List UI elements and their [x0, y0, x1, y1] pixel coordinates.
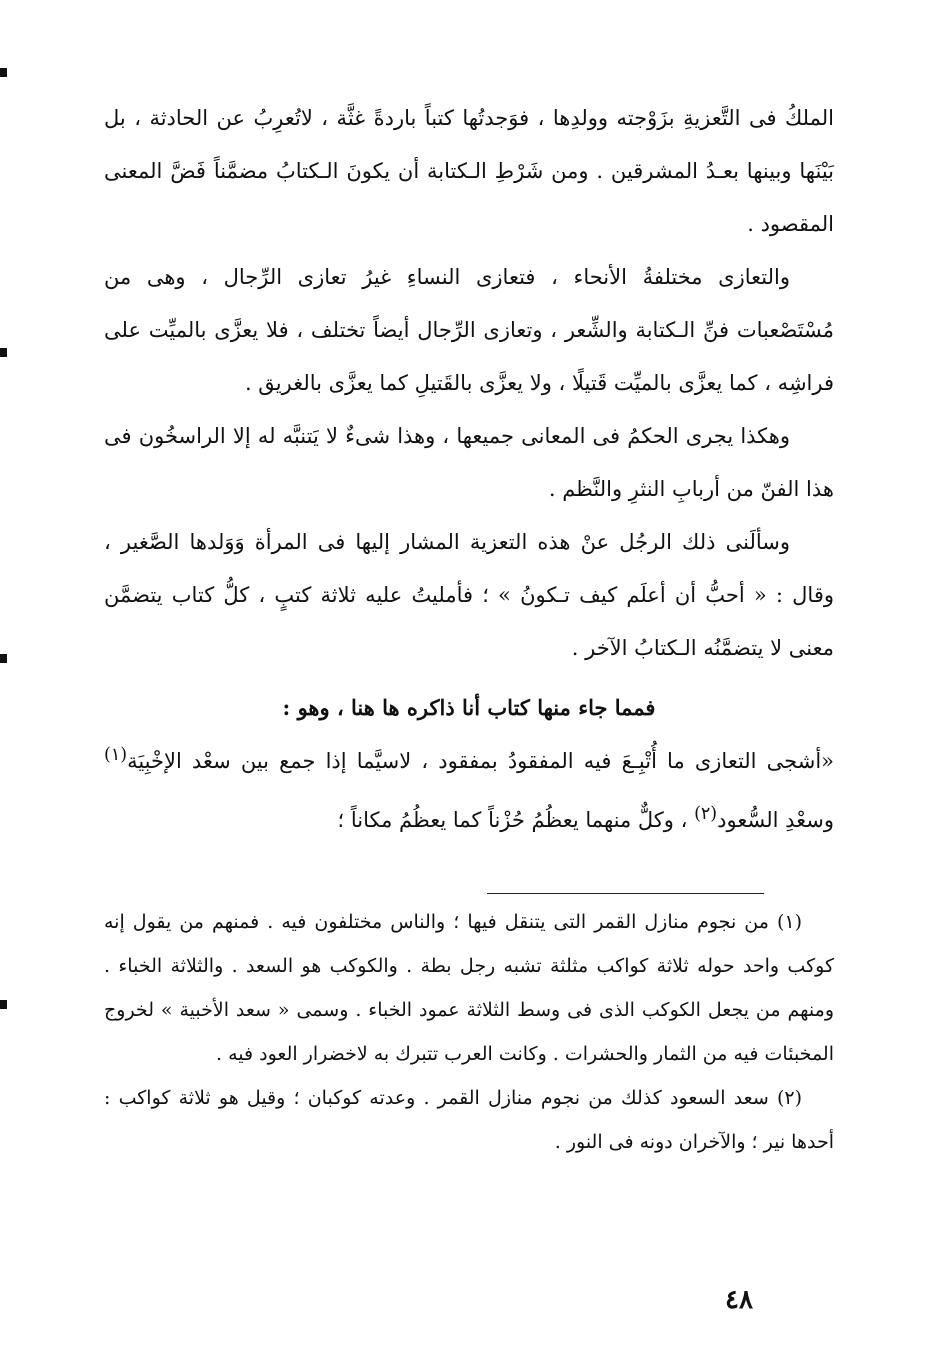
quoted-letter — [104, 729, 834, 847]
footnotes — [104, 900, 834, 1164]
footnote: (٢) سعد السعود كذلك من نجوم منازل القمر . وعدته كوكبان ؛ وقيل هو ثلاثة كواكب : أحدها نير ؛ والآخران دونه فى النور . — [104, 1087, 834, 1153]
paragraph: والتعازى مختلفةُ الأنحاء ، فتعازى النساءِ غيرُ تعازى الرِّجال ، وهى من مُسْتَصْعبات فنِّ الـكتابة والشِّعر ، وتعازى الرِّجال أيضاً تختلف ، فلا يعزَّى بالميِّت على فراشِه ، كما يعزَّى بالميِّت قَتيلًا ، ولا يعزَّى بالقَتيلِ كما يعزَّى بالغريق . — [104, 265, 834, 395]
scan-margin-mark — [0, 68, 7, 77]
paragraph: وسألَنى ذلك الرجُل عنْ هذه التعزية المشار إليها فى المرأة وَوَلدها الصَّغير ، وقال : « أحبُّ أن أعلَم كيف تـكونُ » ؛ فأمليتُ عليه ثلاثة كتبٍ ، كلُّ كتاب يتضمَّن معنى لا يتضمَّنُه الـكتابُ الآخر . — [104, 530, 834, 660]
footnote-ref: (١) — [104, 745, 128, 765]
quote-text: ، وكلٌّ منهما يعظُمُ حُزْناً كما يعظُمُ مكاناً ؛ — [337, 808, 695, 832]
main-text-body — [104, 92, 834, 847]
paragraph: الملكُ فى التَّعزيةِ بزَوْجته وولدِها ، فوَجدتُها كتباً باردةً غثَّة ، لاتُعرِبُ عن الحادثة ، بل بَيْنَها وبينها بعـدُ المشرقين . ومن شَرْطِ الـكتابة أن يكونَ الـكتابُ مضمَّناً فَضَّ المعنى المقصود . — [104, 106, 834, 236]
paragraph: وهكذا يجرى الحكمُ فى المعانى جميعها ، وهذا شىءٌ لا يَتنبَّه له إلا الراسخُون فى هذا الفنّ من أربابِ النثرِ والنَّظم . — [104, 424, 834, 501]
scan-margin-mark — [0, 654, 7, 663]
quote-text: «أشجى التعازى ما أُتْبِـعَ فيه المفقودُ بمفقود ، لاسيَّما إذا جمع بين سعْد الإخْبِيَة — [127, 749, 834, 773]
section-heading: فمما جاء منها كتاب أنا ذاكره ها هنا ، وهو : — [282, 695, 656, 720]
footnote: (١) من نجوم منازل القمر التى يتنقل فيها ؛ والناس مختلفون فيه . فمنهم من يقول إنه كوكب واحد حوله ثلاثة كواكب مثلثة تشبه رجل بطة . والكوكب هو السعد . والثلاثة الخباء . ومنهم من يجعل الكوكب الذى فى وسط الثلاثة عمود الخباء . وسمى « سعد الأخبية » لخروج المخبئات فيه من الثمار والحشرات . وكانت العرب تتبرك به لاخضرار العود فيه . — [104, 911, 834, 1065]
quote-text: وسعْدِ السُّعود — [717, 808, 834, 832]
scan-margin-mark — [0, 348, 7, 357]
page-number: ٤٨ — [725, 1285, 753, 1315]
footnote-separator — [487, 893, 764, 894]
scan-margin-mark — [0, 1000, 7, 1009]
footnote-ref: (٢) — [694, 804, 718, 824]
